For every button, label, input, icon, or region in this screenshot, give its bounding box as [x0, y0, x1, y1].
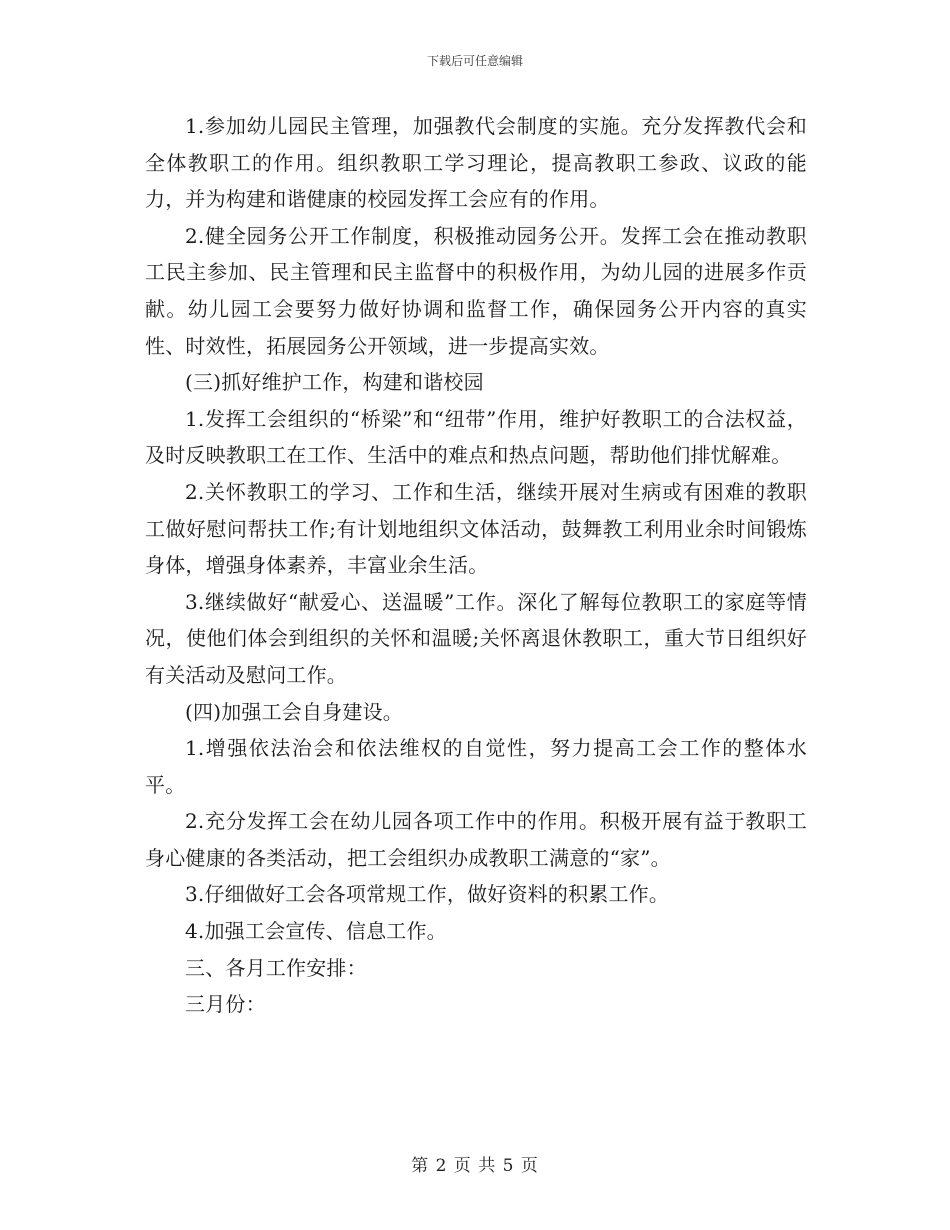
paragraph-6: 1.增强依法治会和依法维权的自觉性，努力提高工会工作的整体水平。: [145, 736, 807, 797]
paragraph-1: 1.参加幼儿园民主管理，加强教代会制度的实施。充分发挥教代会和全体教职工的作用。组织教职工学习理论，提高教职工参政、议政的能力，并为构建和谐健康的校园发挥工会应有的作用。: [145, 114, 807, 212]
paragraph-4: 2.关怀教职工的学习、工作和生活，继续开展对生病或有困难的教职工做好慰问帮扶工作;有计划地组织文体活动，鼓舞教工利用业余时间锻炼身体，增强身体素养，丰富业余生活。: [145, 479, 807, 578]
paragraph-8: 3.仔细做好工会各项常规工作，做好资料的积累工作。: [185, 882, 670, 907]
document-body: [145, 108, 807, 1023]
page-header: 下载后可任意编辑: [426, 54, 523, 68]
paragraph-2: 2.健全园务公开工作制度，积极推动园务公开。发挥工会在推动教职工民主参加、民主管理和民主监督中的积极作用，为幼儿园的进展多作贡献。幼儿园工会要努力做好协调和监督工作，确保园务公开内容的真实性、时效性，拓展园务公开领域，进一步提高实效。: [145, 223, 807, 358]
paragraph-5: 3.继续做好“献爱心、送温暖”工作。深化了解每位教职工的家庭等情况，使他们体会到组织的关怀和温暖;关怀离退休教职工，重大节日组织好有关活动及慰问工作。: [145, 589, 807, 687]
paragraph-3: 1.发挥工会组织的“桥梁”和“纽带”作用，维护好教职工的合法权益，及时反映教职工在工作、生活中的难点和热点问题，帮助他们排忧解难。: [145, 406, 807, 468]
month-heading-march: 三月份：: [185, 992, 266, 1017]
paragraph-9: 4.加强工会宣传、信息工作。: [185, 919, 447, 944]
section-heading-monthly: 三、各月工作安排：: [185, 955, 367, 980]
paragraph-7: 2.充分发挥工会在幼儿园各项工作中的作用。积极开展有益于教职工身心健康的各类活动，把工会组织办成教职工满意的“家”。: [145, 809, 807, 870]
page-footer: 第 2 页 共 5 页: [411, 1156, 539, 1176]
section-heading-4: (四)加强工会自身建设。: [185, 699, 404, 724]
section-heading-3: (三)抓好维护工作，构建和谐校园: [185, 370, 484, 395]
